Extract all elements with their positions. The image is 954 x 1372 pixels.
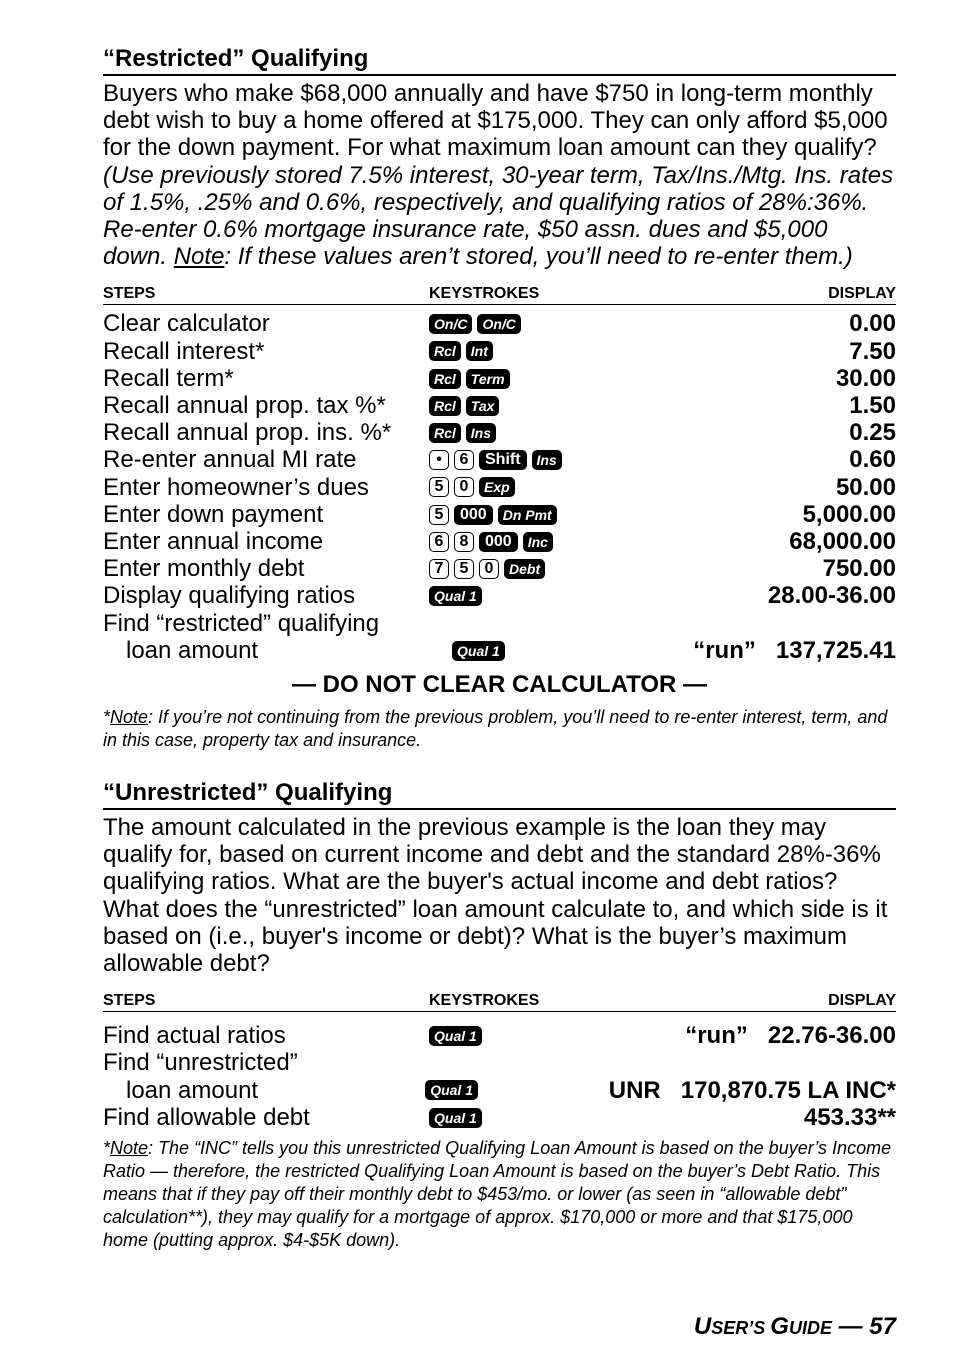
keystrokes (429, 501, 629, 528)
footnote-text: : The “INC” tells you this unrestricted Qualifying Loan Amount is based on the buyer’s Income Ratio — therefore, the restricted Qualifying Loan Amount is based on the buyer’s Debt Ratio. This means that if they pay off their monthly debt to $453/mo. or lower (as seen in “allowable debt” calculation**), they may qualify for a mortgage of approx. $170,000 or more and that $175,000 home (putting approx. $4-$5K down). (103, 1138, 892, 1251)
keystrokes (429, 447, 629, 474)
footer-g: G (770, 1313, 789, 1340)
keystrokes (429, 311, 629, 338)
table-row (103, 446, 896, 473)
key-dn-pmt-icon: Dn Pmt (498, 505, 557, 525)
display-value: 50.00 (835, 473, 896, 501)
key-6-icon: 6 (429, 532, 449, 552)
key-shift-icon: Shift (479, 450, 527, 470)
table-row (103, 610, 896, 637)
display-value: 5,000.00 (802, 500, 896, 528)
key-rcl-icon: Rcl (429, 341, 461, 361)
footer-u: U (693, 1313, 712, 1340)
key-on-c-icon: On/C (477, 314, 520, 334)
table-row (103, 1049, 896, 1076)
keystrokes (452, 637, 652, 664)
key-0-icon: 0 (454, 477, 474, 497)
step-label: Re-enter annual MI rate (103, 446, 357, 474)
table-row (103, 1104, 896, 1131)
key-000-icon: 000 (454, 505, 493, 525)
step-label: Find allowable debt (103, 1103, 310, 1131)
display-value: 0.25 (849, 419, 896, 447)
display-value: “run” 137,725.41 (693, 636, 896, 664)
display-value: 453.33** (803, 1103, 896, 1131)
keystrokes (425, 1077, 609, 1104)
footnote-star: * (103, 1138, 111, 1159)
key-rcl-icon: Rcl (429, 396, 461, 416)
step-label: Enter monthly debt (103, 555, 305, 583)
key-5-icon: 5 (429, 477, 449, 497)
display-value: 750.00 (822, 555, 896, 583)
footnote-text: : If you’re not continuing from the previous problem, you’ll need to re-enter interest, term, and in this case, property tax and insurance. (103, 707, 888, 751)
key-0-icon: 0 (479, 559, 499, 579)
keystrokes-header: KEYSTROKES (429, 285, 540, 303)
table-header (103, 284, 896, 305)
note-label: Note (173, 243, 225, 271)
table-row (103, 419, 896, 446)
step-label: Find actual ratios (103, 1022, 286, 1050)
steps-header: STEPS (103, 992, 156, 1010)
key-8-icon: 8 (454, 532, 474, 552)
step-label: Recall term* (103, 364, 234, 392)
page-number: — 57 (831, 1313, 896, 1340)
step-label: Enter down payment (103, 500, 324, 528)
table-row (103, 582, 896, 609)
key-exp-icon: Exp (479, 477, 515, 497)
keystrokes (429, 338, 629, 365)
table-row (103, 338, 896, 365)
problem-italic-text-2: : If these values aren’t stored, you’ll need to re-enter them.) (224, 243, 853, 271)
table-row (103, 474, 896, 501)
key-ins-icon: Ins (466, 423, 496, 443)
section-title-restricted: “Restricted” Qualifying (103, 44, 896, 76)
keystrokes (429, 1104, 629, 1131)
table-row (103, 555, 896, 582)
steps-table (103, 310, 896, 609)
step-label: Find “unrestricted” (103, 1049, 298, 1077)
step-label: Enter annual income (103, 528, 324, 556)
display-value: 28.00-36.00 (767, 582, 896, 610)
display-value: 30.00 (835, 364, 896, 392)
step-label: Find “restricted” qualifying (103, 609, 380, 637)
steps-header: STEPS (103, 285, 156, 303)
key-rcl-icon: Rcl (429, 369, 461, 389)
display-value: 0.60 (849, 446, 896, 474)
table-row (103, 1022, 896, 1049)
keystrokes-header: KEYSTROKES (429, 992, 540, 1010)
do-not-clear-notice: — DO NOT CLEAR CALCULATOR — (291, 671, 708, 699)
keystrokes (429, 365, 629, 392)
problem-paragraph-2: The amount calculated in the previous example is the loan they may qualify for, based on current income and debt and the standard 28%-36% qualifying ratios. What are the buyer's actual income and debt ratios? What does the “unrestricted” loan amount calculate to, and which side is it based on (i.e., buyer's income or debt)? What is the buyer’s maximum allowable debt? (103, 814, 888, 978)
key-debt-icon: Debt (504, 559, 545, 579)
key-on-c-icon: On/C (429, 314, 472, 334)
key-7-icon: 7 (429, 559, 449, 579)
table-row (103, 392, 896, 419)
key-tax-icon: Tax (466, 396, 500, 416)
footer-ser: SER’S (711, 1318, 771, 1338)
problem-paragraph (103, 80, 896, 270)
table-row (103, 1077, 896, 1104)
key--icon: • (429, 450, 449, 470)
display-value: UNR 170,870.75 LA INC* (608, 1076, 896, 1104)
step-label: Recall annual prop. ins. %* (103, 419, 392, 447)
step-label: Display qualifying ratios (103, 582, 356, 610)
key-000-icon: 000 (479, 532, 518, 552)
key-qual-1-icon: Qual 1 (429, 1026, 482, 1046)
key-ins-icon: Ins (532, 450, 562, 470)
key-qual-1-icon: Qual 1 (429, 586, 482, 606)
step-label: Recall annual prop. tax %* (103, 392, 386, 420)
keystrokes (429, 528, 629, 555)
key-qual-1-icon: Qual 1 (452, 641, 505, 661)
footer-uide: UIDE (788, 1318, 832, 1338)
keystrokes (429, 583, 629, 610)
key-qual-1-icon: Qual 1 (425, 1080, 478, 1100)
problem-text: Buyers who make $68,000 annually and have $750 in long-term monthly debt wish to buy a home offered at $175,000. They can only afford $5,000 for the down payment. For what maximum loan amount can they qualify? (103, 80, 888, 162)
step-label: Enter homeowner’s dues (103, 473, 369, 501)
display-value: 68,000.00 (789, 528, 896, 556)
display-value: 7.50 (849, 337, 896, 365)
keystrokes (429, 474, 629, 501)
section-title-unrestricted: “Unrestricted” Qualifying (103, 778, 896, 810)
display-value: 1.50 (849, 392, 896, 420)
key-5-icon: 5 (454, 559, 474, 579)
step-label: loan amount (126, 636, 259, 664)
table-row (103, 528, 896, 555)
key-int-icon: Int (466, 341, 493, 361)
keystrokes (429, 419, 629, 446)
footnote-note-label: Note (110, 1138, 149, 1159)
key-term-icon: Term (466, 369, 510, 389)
key-5-icon: 5 (429, 505, 449, 525)
table-row (103, 365, 896, 392)
table-row (103, 501, 896, 528)
step-label: Recall interest* (103, 337, 265, 365)
step-label: loan amount (126, 1076, 259, 1104)
key-qual-1-icon: Qual 1 (429, 1108, 482, 1128)
display-header: DISPLAY (828, 285, 896, 303)
table-row (103, 310, 896, 337)
problem-italic-text: (Use previously stored 7.5% interest, 30-year term, Tax/Ins./Mtg. Ins. rates of 1.5%, .25% and 0.6%, respectively, and qualifying ratios of 28%:36%. Re-enter 0.6% mortgage insurance rate, $50 assn. dues and $5,000 down. (103, 161, 894, 271)
page-footer (694, 1313, 896, 1341)
keystrokes (429, 392, 629, 419)
step-label: Clear calculator (103, 310, 270, 338)
table-row (103, 637, 896, 664)
footnote-star: * (103, 707, 111, 728)
table-header-2 (103, 991, 896, 1012)
keystrokes (429, 1022, 629, 1049)
key-inc-icon: Inc (523, 532, 553, 552)
keystrokes (429, 555, 629, 582)
display-value: “run” 22.76-36.00 (685, 1022, 896, 1050)
footnote (103, 706, 896, 752)
display-value: 0.00 (849, 310, 896, 338)
key-rcl-icon: Rcl (429, 423, 461, 443)
footnote-note-label: Note (110, 707, 149, 728)
steps-table-2 (103, 1022, 896, 1131)
display-header: DISPLAY (828, 992, 896, 1010)
page-content (103, 44, 896, 1252)
footnote-2 (103, 1137, 896, 1252)
key-6-icon: 6 (454, 450, 474, 470)
